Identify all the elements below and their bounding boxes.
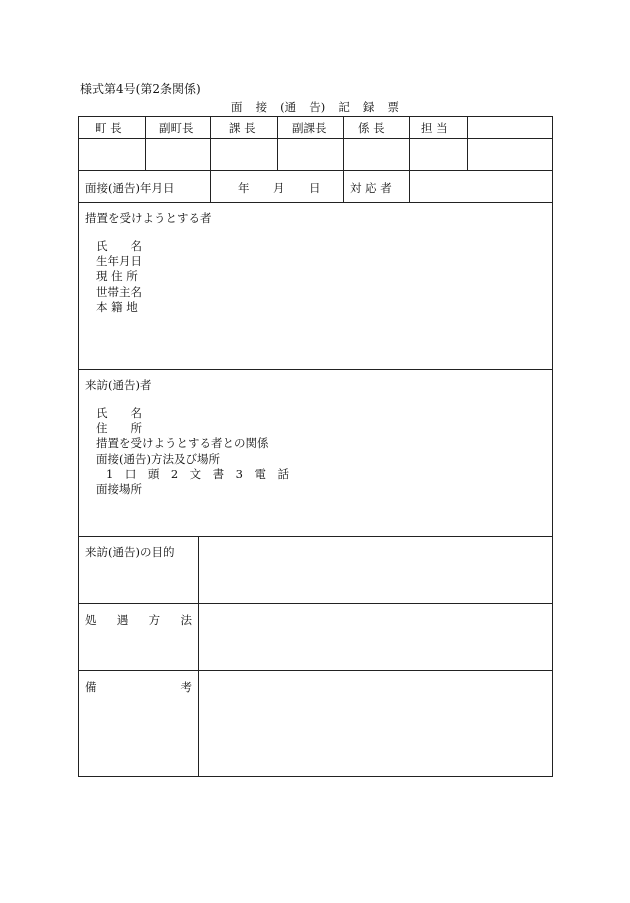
- header-chief: 係 長: [358, 121, 385, 135]
- title-char: 記: [338, 100, 350, 114]
- divider: [78, 202, 553, 203]
- header-deputy-section-head: 副課長: [292, 121, 327, 135]
- treatment-char: 遇: [116, 613, 129, 627]
- subject-birthdate-label: 生年月日: [96, 254, 142, 269]
- form-number: 様式第4号(第2条関係): [80, 82, 201, 96]
- stamp-cell-chief[interactable]: [344, 139, 408, 169]
- header-deputy-town-head: 副町長: [159, 121, 194, 135]
- subject-address-label: 現 住 所: [96, 269, 138, 284]
- title-char: 接: [255, 100, 268, 114]
- divider: [467, 116, 468, 170]
- subject-fields: [96, 239, 142, 315]
- treatment-char: 処: [85, 613, 97, 627]
- divider: [78, 369, 553, 370]
- treatment-label: [85, 612, 192, 628]
- responder-field[interactable]: [410, 171, 552, 201]
- visitor-place-label: 面接場所: [96, 482, 142, 497]
- header-town-head: 町 長: [95, 121, 122, 135]
- purpose-field[interactable]: [199, 537, 552, 602]
- remarks-field[interactable]: [199, 671, 552, 776]
- date-day: 日: [309, 181, 321, 195]
- title-char: 票: [387, 100, 399, 114]
- visitor-fields: [96, 406, 289, 497]
- divider: [210, 170, 211, 202]
- header-in-charge: 担 当: [421, 121, 448, 135]
- treatment-char: 方: [148, 613, 161, 627]
- header-section-head: 課 長: [229, 121, 256, 135]
- subject-heading: 措置を受けようとする者: [85, 211, 212, 225]
- stamp-cell-in-charge[interactable]: [410, 139, 466, 169]
- visitor-address-label: 住 所: [96, 421, 142, 436]
- subject-name-label: 氏 名: [96, 239, 142, 253]
- title-char: 面: [231, 100, 243, 114]
- visitor-method-label: 面接(通告)方法及び場所: [96, 451, 220, 466]
- title-char: 録: [362, 100, 375, 114]
- date-year: 年: [238, 181, 250, 195]
- form-title: [231, 99, 399, 115]
- remarks-char: 備: [85, 680, 97, 694]
- interview-date-label: 面接(通告)年月日: [85, 181, 175, 195]
- stamp-cell-deputy-town-head[interactable]: [146, 139, 209, 169]
- stamp-cell-deputy-section-head[interactable]: [278, 139, 342, 169]
- stamp-cell-section-head[interactable]: [211, 139, 276, 169]
- treatment-char: 法: [180, 613, 192, 627]
- treatment-field[interactable]: [199, 604, 552, 669]
- visitor-heading: 来訪(通告)者: [85, 378, 152, 392]
- remarks-label: [85, 679, 192, 695]
- title-char: 告): [309, 100, 326, 114]
- stamp-cell-town-head[interactable]: [79, 139, 144, 169]
- visitor-relationship-label: 措置を受けようとする者との関係: [96, 436, 269, 451]
- visitor-method-options: 1 口 頭 2 文 書 3 電 話: [106, 466, 289, 481]
- date-month: 月: [273, 181, 285, 195]
- title-char: (通: [280, 100, 297, 114]
- divider: [343, 170, 344, 202]
- subject-householder-label: 世帯主名: [96, 284, 142, 299]
- responder-label: 対 応 者: [350, 181, 392, 195]
- remarks-char: 考: [180, 680, 192, 694]
- subject-domicile-label: 本 籍 地: [96, 299, 138, 314]
- purpose-label: 来訪(通告)の目的: [85, 545, 175, 559]
- visitor-name-label: 氏 名: [96, 406, 142, 420]
